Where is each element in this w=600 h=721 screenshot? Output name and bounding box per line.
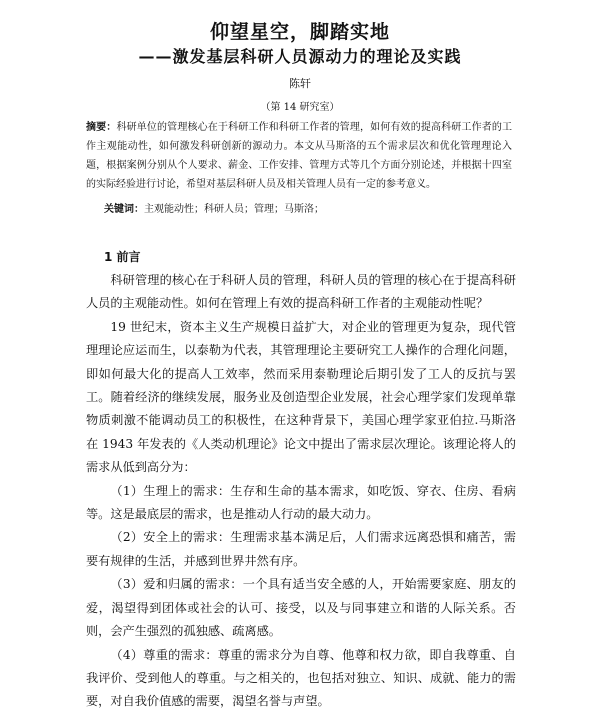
body-text bbox=[86, 269, 516, 714]
author-affiliation: （第 14 研究室） bbox=[260, 102, 340, 113]
section-heading: 1 前言 bbox=[104, 250, 141, 264]
paper-subtitle: ——激发基层科研人员源动力的理论及实践 bbox=[138, 47, 462, 66]
keywords-label: 关键词： bbox=[104, 204, 144, 215]
keywords-text: 主观能动性；科研人员；管理；马斯洛； bbox=[144, 204, 324, 215]
paragraph: 科研管理的核心在于科研人员的管理，科研人员的管理的核心在于提高科研人员的主观能动性。如何在管理上有效的提高科研工作者的主观能动性呢？ bbox=[86, 273, 516, 311]
paragraph: （2）安全上的需求：生理需求基本满足后，人们需求远离恐惧和痛苦，需要有规律的生活，并感到世界井然有序。 bbox=[86, 530, 516, 568]
abstract-label: 摘要： bbox=[86, 122, 117, 133]
keywords-block bbox=[104, 200, 514, 215]
paper-title: 仰望星空，脚踏实地 bbox=[209, 21, 390, 43]
abstract-block bbox=[86, 118, 512, 194]
paragraph: （1）生理上的需求：生存和生命的基本需求，如吃饭、穿衣、住房、看病等。这是最底层的需求，也是推动人行动的最大动力。 bbox=[86, 483, 516, 522]
paragraph: （4）尊重的需求：尊重的需求分为自尊、他尊和权力欲，即自我尊重、自我评价、受到他人的尊重。与之相关的，也包括对独立、知识、成就、能力的需要，对自我价值感的需要，渴望名誉与声望。 bbox=[86, 647, 516, 709]
author-name: 陈轩 bbox=[289, 77, 311, 90]
abstract-text: 科研单位的管理核心在于科研工作和科研工作者的管理，如何有效的提高科研工作者的工作主观能动性，如何激发科研创新的源动力。本文从马斯洛的五个需求层次和优化管理理论入题，根据案例分别从个人要求、薪金、工作安排、管理方式等几个方面分别论述，并根据十四室的实际经验进行讨论，希望对基层科研人员及相关管理人员有一定的参考意义。 bbox=[86, 122, 513, 190]
paragraph: 19 世纪末，资本主义生产规模日益扩大，对企业的管理更为复杂，现代管理理论应运而生，以泰勒为代表，其管理理论主要研究工人操作的合理化问题，即如何最大化的提高人工效率，然而采用泰勒理论后期引发了工人的反抗与罢工。随着经济的继续发展，服务业及创造型企业发展，社会心理学家们发现单靠物质刺激不能调动员工的积极性，在这种背景下，美国心理学家亚伯拉.马斯洛在 1943 年发表的《人类动机理论》论文中提出了需求层次理论。该理论将人的需求从低到高分为： bbox=[86, 319, 516, 475]
paragraph: （3）爱和归属的需求：一个具有适当安全感的人，开始需要家庭、朋友的爱，渴望得到团体或社会的认可、接受，以及与同事建立和谐的人际关系。否则，会产生强烈的孤独感、疏离感。 bbox=[86, 577, 516, 639]
